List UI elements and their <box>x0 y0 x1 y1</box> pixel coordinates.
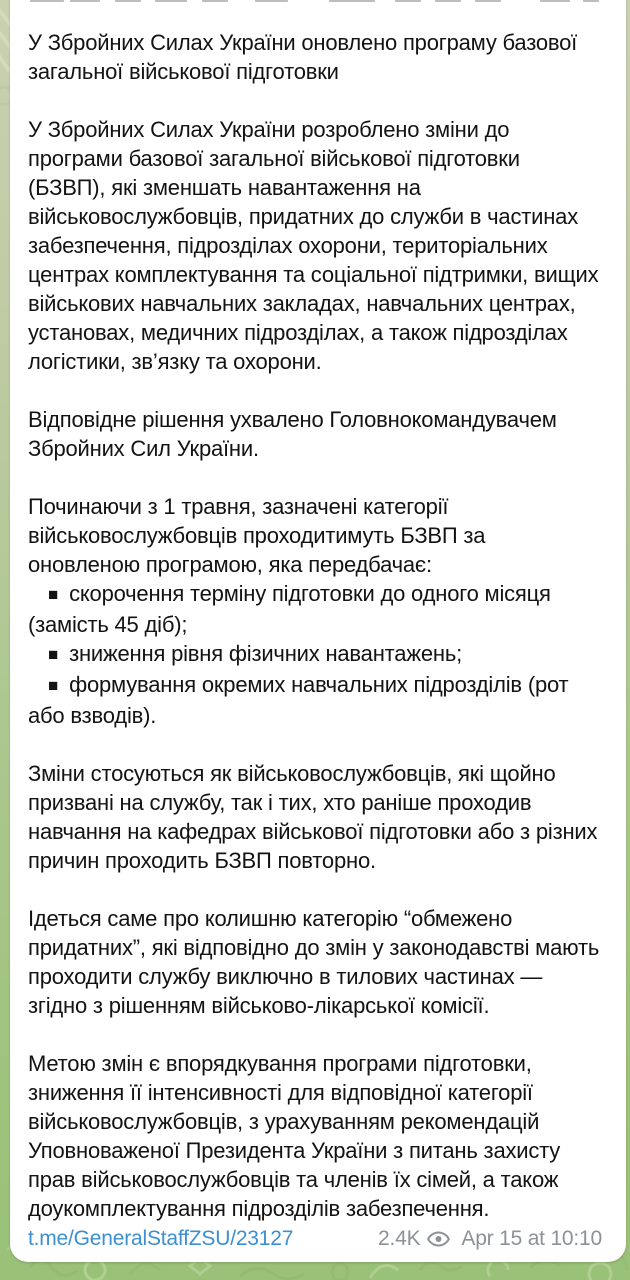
cropped-text-fragment <box>115 0 141 2</box>
bullet-icon: ■ <box>48 676 59 695</box>
timestamp: Apr 15 at 10:10 <box>461 1227 602 1250</box>
list-item-text: зниження рівня фізичних навантажень; <box>69 641 462 666</box>
cropped-text-fragment <box>395 0 421 2</box>
list-item <box>28 670 600 730</box>
views-count: 2.4K <box>377 1227 421 1250</box>
cropped-text-fragment <box>475 0 501 2</box>
cropped-text-fragment <box>435 0 461 2</box>
message-meta <box>378 1227 602 1251</box>
cropped-text-fragment <box>583 0 599 2</box>
cropped-text-fragment <box>30 0 64 2</box>
message-paragraph: Зміни стосуються як військовослужбовців, які щойно призвані на службу, так і тих, хто раніше проходив навчання на кафедрах військової підготовки або з різних причин проходить БЗВП повторно. <box>28 761 598 873</box>
cropped-text-fragment <box>329 0 375 2</box>
message-paragraph: Починаючи з 1 травня, зазначені категорії військовослужбовців проходитимуть БЗВП за оновленою програмою, яка передбачає: <box>28 494 486 577</box>
message-link[interactable]: t.me/GeneralStaffZSU/23127 <box>28 1227 294 1250</box>
bullet-list <box>28 579 600 730</box>
list-item-text: формування окремих навчальних підрозділів (рот або взводів). <box>28 672 569 728</box>
cropped-text-fragment <box>202 0 228 2</box>
bullet-icon: ■ <box>48 645 59 664</box>
message-bubble <box>10 0 626 1262</box>
message-paragraph: У Збройних Силах України оновлено програму базової загальної військової підготовки <box>28 30 578 84</box>
message-paragraph: У Збройних Силах України розроблено зміни до програми базової загальної військової підготовки (БЗВП), які зменшать навантаження на військовослужбовців, придатних до служби в частинах забезпечення, підрозділах охорони, територіальних центрах комплектування та соціальної підтримки, вищих військових навчальних закладах, навчальних центрах, установах, медичних підрозділах, а також підрозділах логістики, зв’язку та охорони. <box>28 117 599 374</box>
message-footer <box>28 1227 602 1251</box>
message-paragraph: Ідеться саме про колишню категорію “обмежено придатних”, які відповідно до змін у законодавстві мають проходити службу виключно в тилових частинах — згідно з рішенням військово-лікарської комісії. <box>28 906 600 1018</box>
cropped-text-fragment <box>155 0 187 2</box>
eye-icon <box>427 1231 450 1247</box>
cropped-text-fragments <box>10 0 626 3</box>
message-paragraph: Метою змін є впорядкування програми підготовки, зниження її інтенсивності для відповідної категорії військовослужбовців, з урахуванням рекомендацій Уповноваженої Президента України з питань захисту прав військовослужбовців та членів їх сімей, а також доукомплектування підрозділів забезпечення. <box>28 1051 561 1221</box>
bullet-icon: ■ <box>48 585 59 604</box>
list-item-text: скорочення терміну підготовки до одного місяця (замість 45 діб); <box>28 581 551 637</box>
list-item <box>28 639 600 670</box>
message-content <box>28 28 600 1223</box>
cropped-text-fragment <box>70 0 100 2</box>
list-item <box>28 579 600 639</box>
cropped-text-fragment <box>255 0 288 2</box>
message-paragraph: Відповідне рішення ухвалено Головнокомандувачем Збройних Сил України. <box>28 407 557 461</box>
cropped-text-fragment <box>540 0 570 2</box>
